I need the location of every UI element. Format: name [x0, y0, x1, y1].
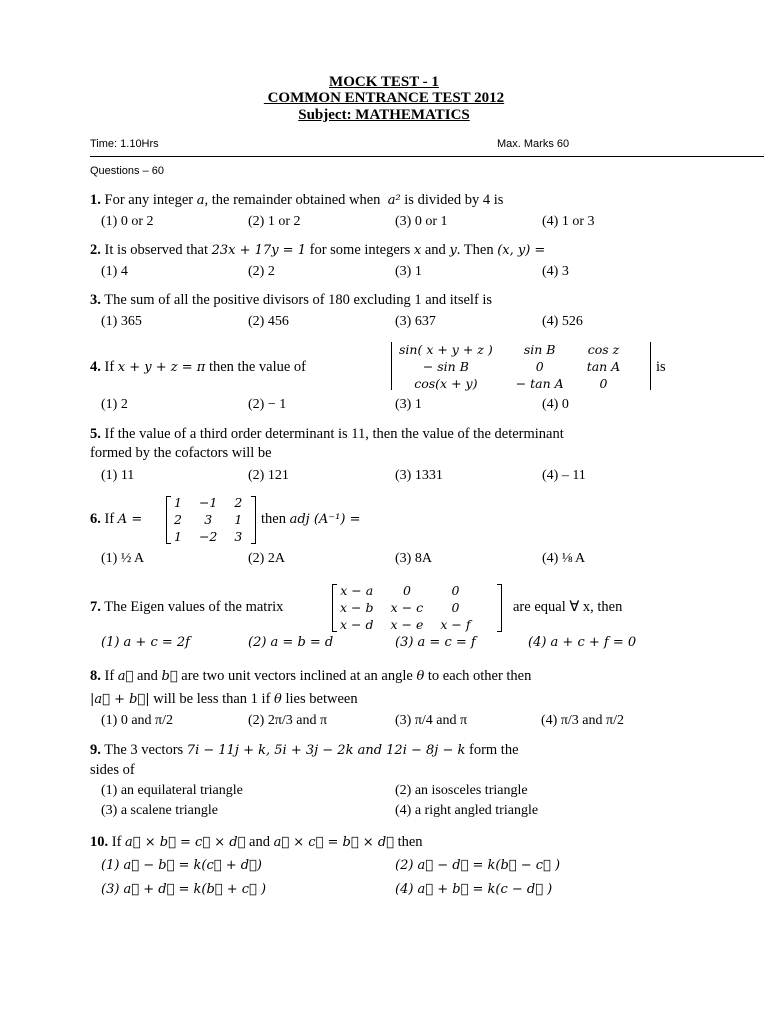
q-text: then the value of	[205, 359, 307, 375]
q-math: y	[449, 243, 457, 258]
matrix-cell: −2	[198, 529, 218, 544]
option: (1) 0 or 2	[101, 214, 154, 229]
matrix-cell: 0	[402, 583, 411, 598]
question-number: 7.	[90, 599, 101, 615]
question-7	[90, 598, 283, 617]
question-3	[90, 291, 492, 310]
option: (4) – 11	[542, 468, 586, 483]
matrix-cell: − tan A	[515, 376, 564, 391]
option: (2) 2	[248, 264, 275, 279]
q-text: If	[104, 668, 118, 684]
matrix-cell: −1	[198, 495, 218, 510]
q-text: . Then	[456, 242, 498, 258]
title-line-2: COMMON ENTRANCE TEST 2012	[263, 90, 505, 106]
exam-title	[0, 89, 768, 107]
q-text: For any integer	[104, 192, 197, 208]
option: (4) π/3 and π/2	[541, 713, 624, 728]
option: (2) 2π/3 and π	[248, 713, 328, 728]
option: (2) a = b = d	[248, 635, 334, 650]
option: (4) a + c + f = 0	[528, 635, 637, 650]
question-4	[90, 358, 306, 377]
determinant-bar-right	[650, 342, 651, 390]
question-2	[90, 241, 545, 260]
matrix-cell: 0	[451, 600, 460, 615]
q-text: form the	[465, 742, 519, 758]
option: (4) 526	[542, 314, 583, 329]
q-text: to each other then	[424, 668, 532, 684]
option: (3) 1331	[395, 468, 443, 483]
option: (1) 11	[101, 468, 135, 483]
matrix-cell: x − e	[390, 617, 424, 632]
matrix-cell: 0	[535, 359, 544, 374]
question-number: 1.	[90, 192, 101, 208]
matrix-bracket-right	[497, 584, 502, 632]
question-number: 9.	[90, 742, 101, 758]
option: (4) a right angled triangle	[395, 803, 539, 818]
q-math: x	[413, 243, 422, 258]
question-9-line-2: sides of	[90, 762, 135, 778]
option: (1) 365	[101, 314, 142, 329]
option: (4) 0	[542, 397, 569, 412]
matrix-cell: x − a	[340, 583, 374, 598]
q4-determinant	[394, 341, 625, 392]
q-text: , the remainder obtained when	[204, 192, 385, 208]
option: (2) an isosceles triangle	[395, 783, 528, 798]
matrix-cell: x − d	[340, 617, 374, 632]
question-number: 8.	[90, 668, 101, 684]
q-text: and	[245, 834, 274, 850]
question-9	[90, 741, 519, 760]
max-marks-label: Max. Marks 60	[497, 138, 570, 150]
q-math: 7i − 11j + k, 5i + 3j − 2k and 12i − 8j − k	[186, 743, 466, 758]
q-math: a⃗ × b⃗ = c⃗ × d⃗	[125, 835, 246, 850]
q-text: The 3 vectors	[104, 742, 187, 758]
q-text: and	[133, 668, 162, 684]
option: (3) a = c = f	[395, 635, 476, 650]
option: (1) 4	[101, 264, 128, 279]
question-8	[90, 667, 531, 686]
matrix-cell: 1	[174, 495, 182, 510]
question-10	[90, 833, 423, 852]
question-number: 5.	[90, 426, 101, 442]
option: (1) 0 and π/2	[101, 713, 173, 728]
q-text: are two unit vectors inclined at an angle	[177, 668, 417, 684]
matrix-cell: 1	[174, 529, 182, 544]
q-math: A =	[117, 512, 143, 527]
q-text: The sum of all the positive divisors of 180 excluding 1 and itself is	[104, 292, 493, 308]
option: (3) a scalene triangle	[101, 803, 218, 818]
option: (3) 1	[395, 264, 422, 279]
matrix-cell: x − f	[440, 617, 471, 632]
q-text: If	[111, 834, 126, 850]
q-text: will be less than 1 if	[149, 691, 275, 707]
matrix-bracket-right	[251, 496, 256, 544]
q-math: adj (A⁻¹) =	[289, 512, 361, 527]
option: (4) ⅛ A	[542, 551, 586, 566]
matrix-cell: 3	[204, 512, 213, 527]
q-math: a	[196, 193, 205, 208]
q-math: x + y + z = π	[117, 360, 206, 375]
q-text: If the value of a third order determinant is 11, then the value of the determinant	[104, 426, 564, 442]
question-5-line-2: formed by the cofactors will be	[90, 445, 272, 461]
q-math: (x, y) =	[497, 243, 546, 258]
q-math: 23x + 17y = 1	[211, 243, 306, 258]
matrix-cell: sin( x + y + z )	[399, 342, 493, 357]
question-number: 3.	[90, 292, 101, 308]
q-math: a²	[387, 193, 401, 208]
matrix-cell: − sin B	[422, 359, 469, 374]
matrix-cell: 2	[234, 495, 243, 510]
question-6	[90, 510, 142, 529]
option: (2) 456	[248, 314, 289, 329]
matrix-cell: 3	[234, 529, 243, 544]
q-math: a⃗	[117, 669, 134, 684]
matrix-cell: 0	[451, 583, 460, 598]
q-text: If	[104, 511, 118, 527]
question-number: 4.	[90, 359, 101, 375]
q7-matrix	[335, 582, 475, 633]
option: (1) a + c = 2f	[101, 635, 190, 650]
q-text: It is observed that	[104, 242, 212, 258]
option: (1) a⃗ − b⃗ = k(c⃗ + d⃗)	[101, 858, 262, 873]
question-1	[90, 191, 503, 210]
question-5	[90, 425, 564, 444]
q-math: |a⃗ + b⃗|	[90, 692, 150, 707]
option: (1) ½ A	[101, 551, 145, 566]
matrix-cell: sin B	[523, 342, 556, 357]
q-math: b⃗	[161, 669, 178, 684]
q-text: If	[104, 359, 118, 375]
option: (2) 1 or 2	[248, 214, 301, 229]
option: (3) 0 or 1	[395, 214, 448, 229]
q-text: The Eigen values of the matrix	[104, 599, 284, 615]
question-number: 6.	[90, 511, 101, 527]
option: (4) a⃗ + b⃗ = k(c − d⃗ )	[395, 882, 553, 897]
option: (3) π/4 and π	[395, 713, 468, 728]
matrix-cell: x − c	[390, 600, 424, 615]
matrix-cell: cos(x + y)	[414, 376, 478, 391]
question-number: 10.	[90, 834, 109, 850]
matrix-cell: 2	[174, 512, 182, 527]
matrix-cell: cos z	[587, 342, 620, 357]
q6-suffix	[261, 510, 360, 529]
option: (4) 3	[542, 264, 569, 279]
determinant-bar-left	[391, 342, 392, 390]
q-text: then	[261, 511, 290, 527]
matrix-cell: 1	[234, 512, 243, 527]
matrix-cell: tan A	[586, 359, 621, 374]
option: (2) 2A	[248, 551, 285, 566]
q7-suffix: are equal ∀ x, then	[513, 599, 623, 615]
option: (3) 1	[395, 397, 422, 412]
q-math: θ	[416, 669, 425, 684]
q4-suffix: is	[656, 359, 666, 375]
option: (3) 8A	[395, 551, 432, 566]
question-8-line-2	[90, 690, 358, 709]
matrix-cell: 0	[599, 376, 608, 391]
q-math: θ	[274, 692, 282, 707]
matrix-cell: x − b	[340, 600, 374, 615]
option: (2) − 1	[248, 397, 287, 412]
q-math: a⃗ × c⃗ = b⃗ × d⃗	[273, 835, 394, 850]
question-number: 2.	[90, 242, 101, 258]
option: (1) 2	[101, 397, 128, 412]
q-text: is divided by 4 is	[400, 192, 504, 208]
option: (4) 1 or 3	[542, 214, 595, 229]
q-text: then	[393, 834, 423, 850]
questions-count: Questions – 60	[90, 165, 164, 177]
q-text: and	[421, 242, 450, 258]
subject-title	[0, 106, 768, 124]
option: (3) 637	[395, 314, 436, 329]
option: (3) a⃗ + d⃗ = k(b⃗ + c⃗ )	[101, 882, 267, 897]
time-label: Time: 1.10Hrs	[90, 138, 159, 150]
q-text: lies between	[281, 691, 358, 707]
header-divider	[90, 156, 764, 157]
title-line-3: Subject: MATHEMATICS	[298, 107, 470, 123]
q-text: for some integers	[305, 242, 414, 258]
option: (1) an equilateral triangle	[101, 783, 243, 798]
option: (2) a⃗ − d⃗ = k(b⃗ − c⃗ )	[395, 858, 561, 873]
q6-matrix	[169, 494, 247, 545]
title-line-1: MOCK TEST - 1	[329, 74, 439, 90]
option: (2) 121	[248, 468, 289, 483]
